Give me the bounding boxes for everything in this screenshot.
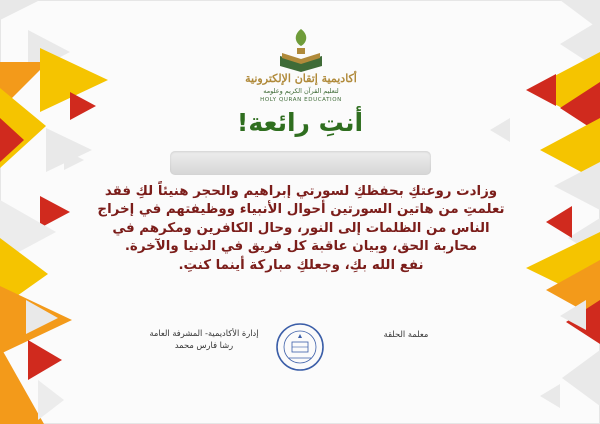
logo-tagline-en: HOLY QURAN EDUCATION <box>260 97 342 103</box>
body-line: نفع الله بكِ، وجعلكِ مباركة أينما كنتِ. <box>178 257 424 273</box>
logo-tagline-ar: لتعليم القرآن الكريم وعلومه <box>263 87 339 95</box>
academy-stamp-icon <box>275 322 325 372</box>
body-line: محاربة الحق، وبيان عاقبة كل فريق في الدنيا والآخرة. <box>124 239 478 255</box>
management-title: إدارة الأكاديمية- المشرفة العامة <box>149 328 259 338</box>
teacher-signature-label: معلمة الحلقة <box>383 329 429 339</box>
logo-name: أكاديمية إتقان الإلكترونية <box>245 72 357 85</box>
body-line: تعلمتِ من هاتين السورتين أحوال الأنبياء ووظيفتهم في إخراج <box>97 202 505 218</box>
quran-book-icon <box>236 26 366 74</box>
body-line: وزادت روعتكِ بحفظكِ لسورتي إبراهيم والحجر هنيئاً لكِ فقد <box>104 184 498 199</box>
certificate-body <box>86 183 516 275</box>
body-line: الناس من الظلمات إلى النور، وحال الكافرين ومكرهم في <box>112 220 490 236</box>
recipient-name-field[interactable] <box>170 151 431 175</box>
certificate-title: أنتِ رائعة! <box>236 108 364 137</box>
management-name: رشا فارس محمد <box>174 340 234 350</box>
management-signature <box>124 327 284 351</box>
academy-logo <box>236 26 366 108</box>
